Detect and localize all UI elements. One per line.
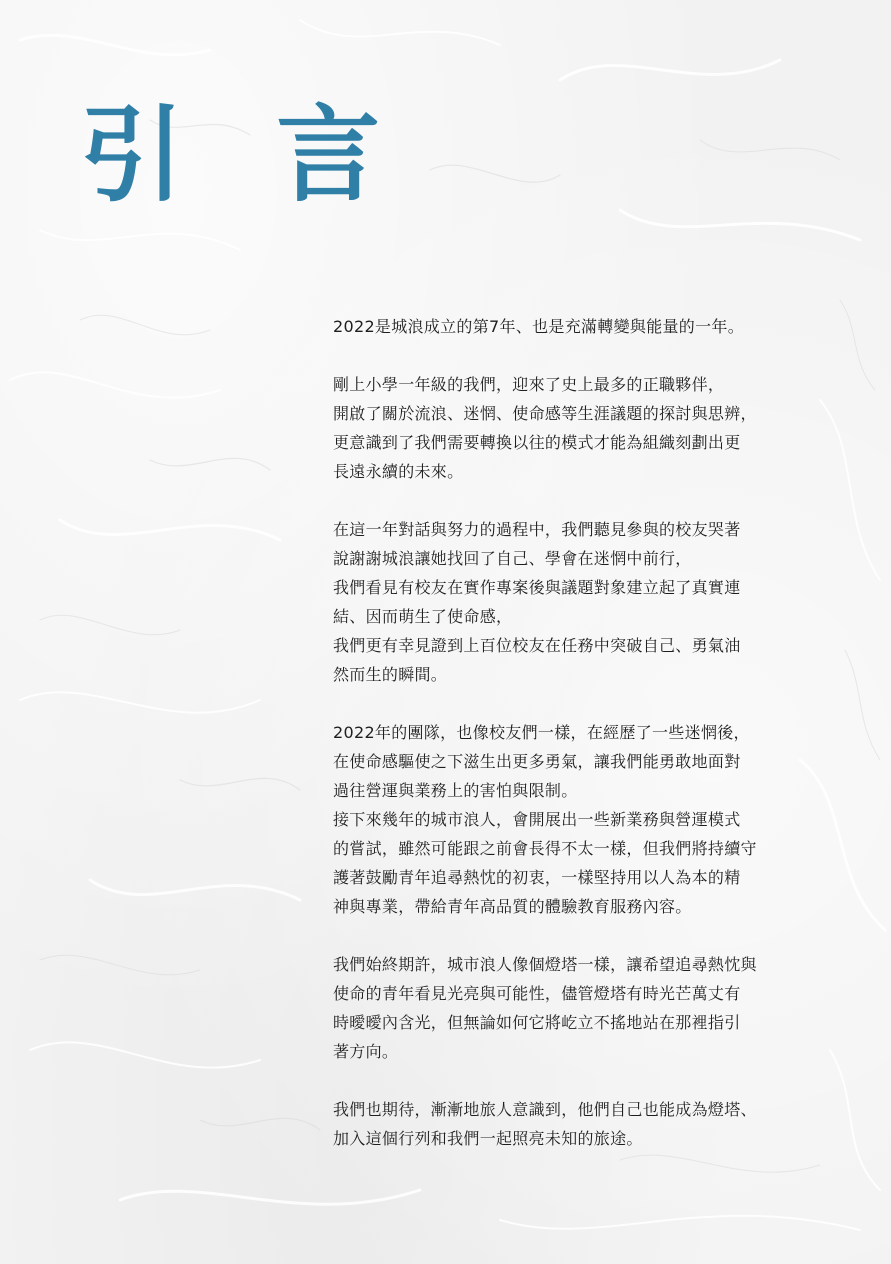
paragraph-3 bbox=[333, 515, 813, 689]
intro-body bbox=[333, 312, 813, 1182]
text-line: 護著鼓勵青年追尋熱忱的初衷，一樣堅持用以人為本的精 bbox=[333, 868, 741, 887]
text-line: 更意識到了我們需要轉換以往的模式才能為組織刻劃出更 bbox=[333, 433, 741, 452]
paragraph-5 bbox=[333, 950, 813, 1066]
text-line: 我們更有幸見證到上百位校友在任務中突破自己、勇氣油 bbox=[333, 636, 741, 655]
paragraph-6 bbox=[333, 1095, 813, 1153]
text-line: 我們看見有校友在實作專案後與議題對象建立起了真實連 bbox=[333, 578, 741, 597]
text-line: 我們也期待，漸漸地旅人意識到，他們自己也能成為燈塔、 bbox=[333, 1100, 757, 1119]
paragraph-4 bbox=[333, 718, 813, 921]
text-line: 在使命感驅使之下滋生出更多勇氣，讓我們能勇敢地面對 bbox=[333, 752, 741, 771]
text-line: 在這一年對話與努力的過程中，我們聽見參與的校友哭著 bbox=[333, 520, 741, 539]
text-line: 2022年的團隊，也像校友們一樣，在經歷了一些迷惘後， bbox=[333, 723, 750, 742]
text-line: 接下來幾年的城市浪人，會開展出一些新業務與營運模式 bbox=[333, 810, 741, 829]
paragraph-1 bbox=[333, 312, 813, 341]
text-line: 加入這個行列和我們一起照亮未知的旅途。 bbox=[333, 1129, 643, 1148]
text-line: 說謝謝城浪讓她找回了自己、學會在迷惘中前行， bbox=[333, 549, 692, 568]
page-title: 引 言 bbox=[80, 94, 409, 216]
text-line: 剛上小學一年級的我們，迎來了史上最多的正職夥伴， bbox=[333, 375, 725, 394]
text-line: 結、因而萌生了使命感， bbox=[333, 607, 513, 626]
text-line: 的嘗試，雖然可能跟之前會長得不太一樣，但我們將持續守 bbox=[333, 839, 757, 858]
text-line: 著方向。 bbox=[333, 1042, 399, 1061]
text-line: 我們始終期許，城市浪人像個燈塔一樣，讓希望追尋熱忱與 bbox=[333, 955, 757, 974]
text-line: 過往營運與業務上的害怕與限制。 bbox=[333, 781, 578, 800]
text-line: 長遠永續的未來。 bbox=[333, 462, 464, 481]
text-line: 時曖曖內含光，但無論如何它將屹立不搖地站在那裡指引 bbox=[333, 1013, 741, 1032]
text-line: 神與專業，帶給青年高品質的體驗教育服務內容。 bbox=[333, 897, 692, 916]
text-line: 2022是城浪成立的第7年、也是充滿轉變與能量的一年。 bbox=[333, 317, 744, 336]
text-line: 開啟了關於流浪、迷惘、使命感等生涯議題的探討與思辨， bbox=[333, 404, 757, 423]
paragraph-2 bbox=[333, 370, 813, 486]
text-line: 然而生的瞬間。 bbox=[333, 665, 448, 684]
text-line: 使命的青年看見光亮與可能性，儘管燈塔有時光芒萬丈有 bbox=[333, 984, 741, 1003]
